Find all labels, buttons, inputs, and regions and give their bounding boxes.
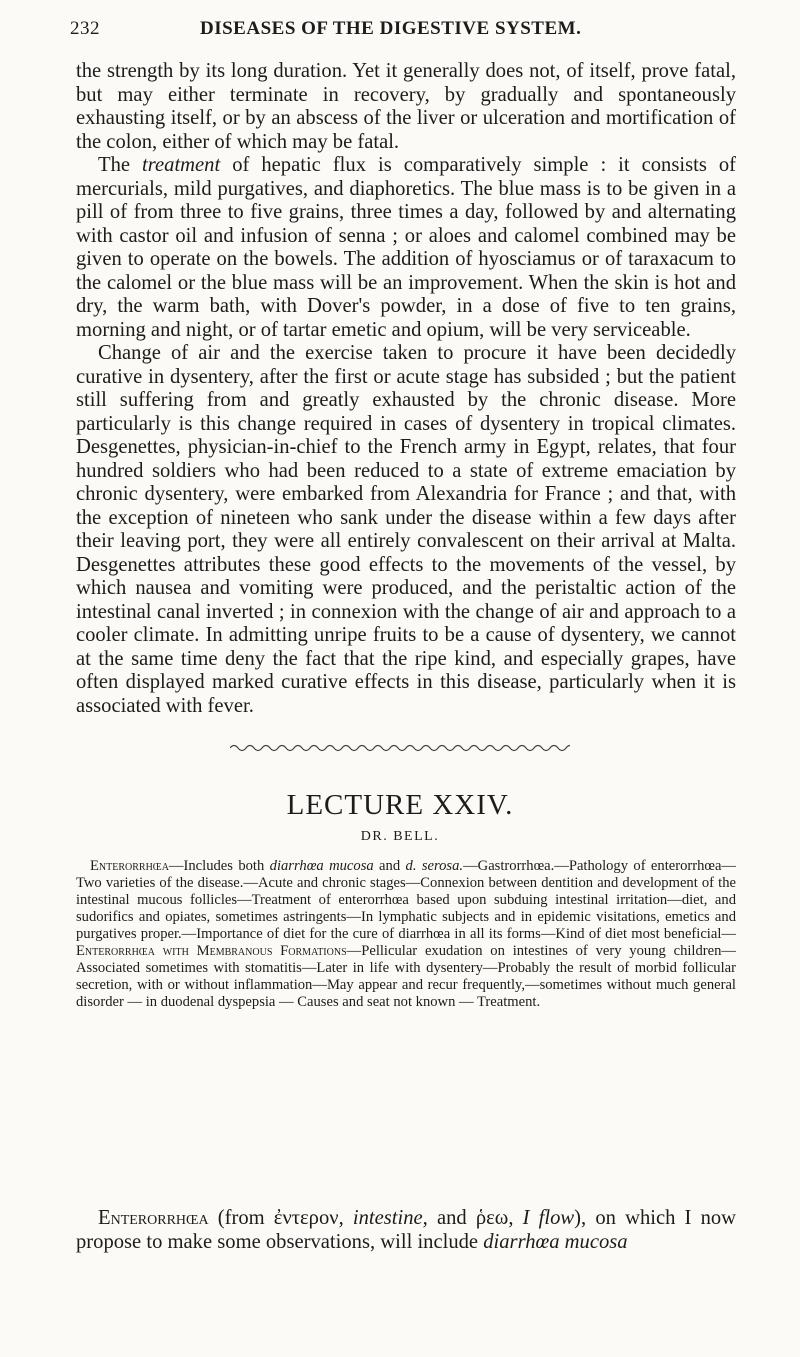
synopsis-subheading: Enterorrhœa with Membranous Formations (76, 943, 347, 959)
paragraph-continued: the strength by its long duration. Yet it generally does not, of itself, prove fatal, but may either terminate in recovery, by gradually and spontaneously exhausting itself, or by an abscess of the liver or ulceration and mortification of the colon, either of which may be fatal. (76, 60, 736, 153)
page-number: 232 (70, 18, 100, 39)
treatment-emphasis: treatment (142, 154, 221, 176)
body-text (76, 60, 736, 718)
synopsis-heading: Enterorrhœa (90, 858, 169, 874)
running-title: DISEASES OF THE DIGESTIVE SYSTEM. (200, 18, 582, 39)
lecturer-name: DR. BELL. (360, 829, 440, 844)
paragraph-change-of-air: Change of air and the exercise taken to procure it have been decidedly curative in dysentery, after the first or acute stage has subsided ; but the patient still suffering from and greatly exhausted by the chronic disease. More particularly is this change required in cases of dysentery in tropical climates. Desgenettes, physician-in-chief to the French army in Egypt, relates, that four hundred soldiers who had been reduced to a state of extreme emaciation by chronic dysentery, were embarked from Alexandria for France ; and that, with the exception of nineteen who sank under the disease within a few days after their leaving port, they were all entirely convalescent on their arrival at Malta. Desgenettes attributes these good effects to the movements of the vessel, by which nausea and vomiting were produced, and the peristaltic action of the intestinal canal inverted ; in connexion with the change of air and approach to a cooler climate. In admitting unripe fruits to be a cause of dysentery, we cannot at the same time deny the fact that the ripe kind, and especially grapes, have often displayed marked curative effects in this disease, particularly when it is associated with fever. (76, 342, 736, 717)
paragraph-treatment: The treatment of hepatic flux is comparatively simple : it consists of mercurials, mild purgatives, and diaphoretics. The blue mass is to be given in a pill of from three to five grains, three times a day, followed by and alternating with castor oil and infusion of senna ; or aloes and calomel combined may be given to operate on the bowels. The addition of hyosciamus or of taraxacum to the calomel or the blue mass will be an improvement. When the skin is hot and dry, the warm bath, with Dover's powder, in a dose of five to ten grains, morning and night, or of tartar emetic and opium, will be very serviceable. (76, 154, 736, 341)
greek-word: ἐντερον (273, 1207, 339, 1229)
greek-word: ῥεω (475, 1207, 509, 1229)
closing-heading: Enterorrhœa (98, 1207, 209, 1229)
closing-paragraph: Enterorrhœa (from ἐντερον, intestine, and ῥεω, I flow), on which I now propose to make some observations, will include diarrhœa mucosa (76, 1207, 737, 1253)
lecture-synopsis (76, 858, 736, 1011)
synopsis-paragraph: Enterorrhœa—Includes both diarrhœa mucosa and d. serosa.—Gastrorrhœa.—Pathology of enterorrhœa—Two varieties of the disease.—Acute and chronic stages—Connexion between dentition and development of the intestinal mucous follicles—Treatment of enterorrhœa based upon subduing intestinal irritation—diet, and sudorifics and opiates, sometimes astringents—In lymphatic subjects and in epidemic visitations, emetics and purgatives proper.—Importance of diet for the cure of diarrhœa in all its forms—Kind of diet most beneficial—Enterorrhœa with Membranous Formations—Pellicular exudation on intestines of very young children—Associated sometimes with stomatitis—Later in life with dysentery—Probably the result of morbid follicular secretion, with or without inflammation—May appear and recur frequently,—sometimes without much general disorder — in duodenal dyspepsia — Causes and seat not known — Treatment. (76, 858, 737, 1010)
wavy-divider (230, 743, 570, 753)
page-header (70, 18, 750, 48)
lecture-title: LECTURE XXIV. (286, 789, 514, 821)
